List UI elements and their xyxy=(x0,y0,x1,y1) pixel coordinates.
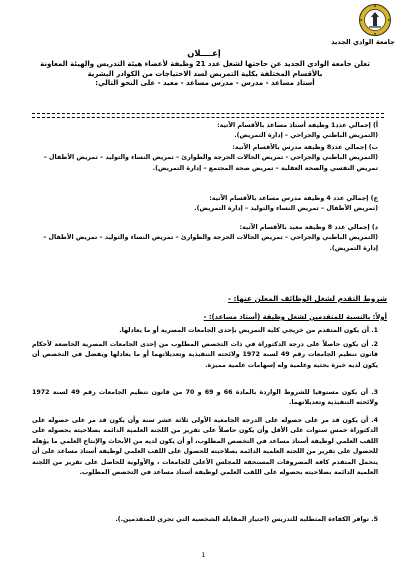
position-block xyxy=(32,143,378,174)
position-block xyxy=(32,194,378,215)
condition-number: 1. xyxy=(371,327,378,334)
condition-number: 2. xyxy=(371,341,378,348)
position-block xyxy=(32,223,378,254)
condition-number: 4. xyxy=(371,417,378,424)
condition-item xyxy=(32,515,378,525)
condition-text: توافر الكفاءة المتطلبة للتدريس (اجتياز المقابلة الشخصية التي تجرى للمتقدمين.). xyxy=(115,516,369,523)
condition-item xyxy=(32,388,378,409)
condition-number: 3. xyxy=(371,389,379,396)
position-departments: (تمريض الأطفال – تمريض النساء والتوليد – إدارة التمريض). xyxy=(194,205,378,213)
dashed-separator xyxy=(32,113,384,118)
position-label: أ) إجمالي عدد1 وظيفة أستاذ مساعد بالأقسام الآتية: xyxy=(217,122,378,129)
conditions-section-title: شروط التقدم لشغل الوظائف المعلن عنها: - xyxy=(227,294,387,303)
position-label: ب) إجمالي عدد8 وظيفة مدرس بالأقسام الآتية: xyxy=(232,144,378,151)
condition-text: أن يكون قد مر على حصوله على الدرجة الجامعية الأولى ثلاثة عشر سنة وأن يكون قد مر على حصوله على الدكتوراة خمس سنوات على الأقل وأن يكون حاصلاً على تقرير من اللجنة العلمية الدائمة بصلاحيته بحصوله على اللقب العلمي لوظيفة أستاذ مساعد في التخصص المطلوب، أو أن يكون لديه من الأبحاث والإنتاج العلمي ما يؤهله للحصول على تقرير من اللجنة العلمية الدائمة بصلاحيته للحصول على اللقب العلمي لوظيفة أستاذ مساعد على أن يتحمل المتقدم كافة المصروفات المستحقة للمجلس الأعلى للجامعات ، والأولوية للحاصل على تقرير من اللجنة العلمية الدائمة بصلاحيته بحصوله على اللقب العلمي لوظيفة أستاذ مساعد في التخصص المطلوب. xyxy=(32,417,378,477)
condition-number: 5. xyxy=(371,516,378,523)
intro-line: تعلن جامعة الوادي الجديد عن حاجتها لشغل عدد 21 وظيفة لأعضاء هيئة التدريس والهيئة المعاونة xyxy=(40,60,370,68)
position-departments: (التمريض الباطني والجراحي - تمريض الحالات الحرجة والطوارئ – تمريض النساء والتوليد – تمريض الأطفال – تمريض النفسي والصحة العقلية – تمريض صحة المجتمع – إدارة التمريض). xyxy=(43,154,378,172)
university-logo-icon xyxy=(358,3,392,37)
condition-item xyxy=(32,326,378,336)
university-name: جامعة الوادي الجديد xyxy=(331,38,395,46)
intro-line: أستاذ مساعد - مدرس - مدرس مساعد - معيد - على النحو التالي: xyxy=(95,79,315,88)
condition-text: أن يكون حاصلاً على درجة الدكتوراة في ذات التخصص المطلوب من إحدى الجامعات المصرية الخاضعة لأحكام قانون تنظيم الجامعات رقم 49 لسنة 1972 ولائحته التنفيذية وتعديلاتهما أو ما يعادلها ويفضل في التخصص أن يكون لديه خبرة بحثية وعلمية وله إسهامات علمية مميزة. xyxy=(32,341,379,369)
condition-text: أن يكون مستوفيا للشروط الواردة بالمادة 66 و 69 و 70 من قانون تنظيم الجامعات رقم 49 لسنة 1972 ولائحته التنفيذية وتعديلاتهما. xyxy=(32,389,378,407)
position-label: ج) إجمالي عدد 4 وظيفة مدرس مساعد بالأقسام الآتية: xyxy=(209,195,378,202)
announcement-title: إعــــلان xyxy=(187,48,221,58)
announcement-intro xyxy=(32,60,378,89)
position-block xyxy=(32,121,378,142)
position-departments: (التمريض الباطني والجراحي – إدارة التمريض). xyxy=(234,132,378,140)
intro-line: بالأقسام المختلفة بكلية التمريض لسد الاحتياجات من الكوادر البشرية xyxy=(87,69,323,78)
position-label: د) إجمالي عدد 8 وظيفة معيد بالأقسام الآتية: xyxy=(239,224,378,231)
position-departments: (التمريض الباطني والجراحي – تمريض الحالات الحرجة والطوارئ – تمريض النساء والتوليد – تمريض الأطفال – إدارة التمريض). xyxy=(43,234,378,252)
page-number: 1 xyxy=(201,551,206,559)
condition-text: أن يكون المتقدم من خريجي كلية التمريض بإحدى الجامعات المصرية أو ما يعادلها. xyxy=(119,327,369,334)
condition-item xyxy=(32,416,378,478)
condition-item xyxy=(32,340,378,371)
conditions-subsection: أولاً: بالنسبة للمتقدمين لشغل وظيفة (أستاذ مساعد): - xyxy=(203,313,387,321)
